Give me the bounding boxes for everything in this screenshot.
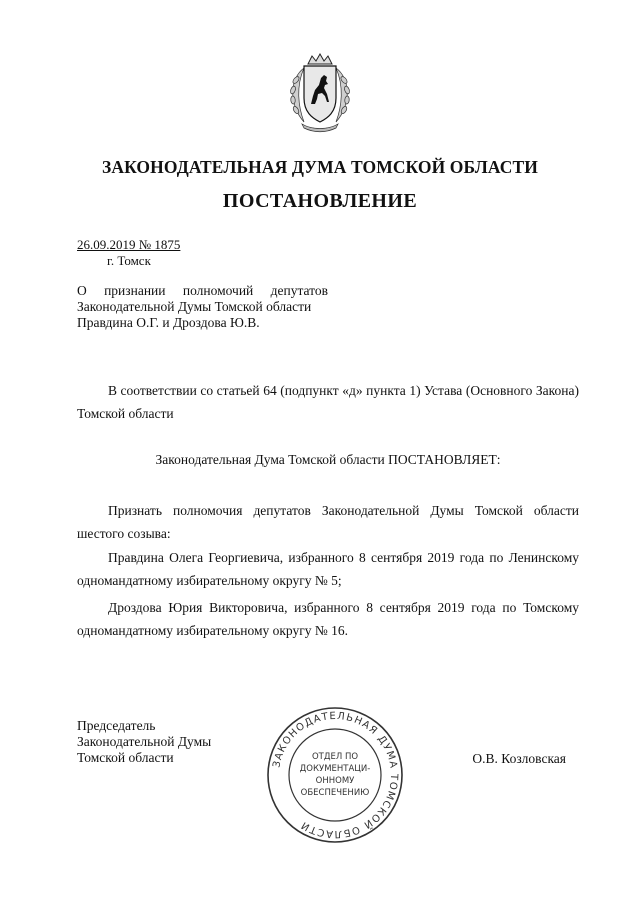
subject-line: О признании полномочий депутатов <box>77 283 328 298</box>
document-date-number: 26.09.2019 № 1875 <box>77 237 181 252</box>
signature-title-line: Председатель <box>77 718 156 733</box>
stamp-inner-line: ОТДЕЛ ПО <box>311 752 359 762</box>
deputy-paragraph-2: Дроздова Юрия Викторовича, избранного 8 сентября 2019 года по Томскому одномандатному избирательному округу № 16. <box>77 600 579 638</box>
resolution-paragraph: Признать полномочия депутатов Законодательной Думы Томской области шестого созыва: <box>77 503 579 541</box>
official-stamp <box>265 705 405 845</box>
signature-title <box>77 718 211 766</box>
coat-of-arms-emblem <box>284 52 356 134</box>
signature-title-line: Томской области <box>77 750 174 765</box>
signature-title-line: Законодательной Думы <box>77 734 212 749</box>
subject-line: Законодательной Думы Томской области <box>77 299 312 314</box>
document-city: г. Томск <box>107 253 151 268</box>
subject-line: Правдина О.Г. и Дроздова Ю.В. <box>77 315 260 330</box>
stamp-inner-line: ДОКУМЕНТАЦИ- <box>299 764 371 774</box>
deputy-paragraph-1: Правдина Олега Георгиевича, избранного 8 сентября 2019 года по Ленинскому одномандатному избирательному округу № 5; <box>77 550 579 588</box>
organization-title: ЗАКОНОДАТЕЛЬНАЯ ДУМА ТОМСКОЙ ОБЛАСТИ <box>102 157 538 177</box>
stamp-inner-line: ОННОМУ <box>315 776 355 786</box>
signer-name: О.В. Козловская <box>472 751 566 766</box>
document-subject <box>77 283 328 331</box>
stamp-outer-text: ЗАКОНОДАТЕЛЬНАЯ ДУМА ТОМСКОЙ ОБЛАСТИ <box>271 710 400 840</box>
stamp-inner-line: ОБЕСПЕЧЕНИЮ <box>300 788 370 798</box>
document-type-title: ПОСТАНОВЛЕНИЕ <box>222 190 418 212</box>
basis-paragraph: В соответствии со статьей 64 (подпункт «д» пункта 1) Устава (Основного Закона) Томской области <box>77 383 579 421</box>
decree-line: Законодательная Дума Томской области ПОСТАНОВЛЯЕТ: <box>155 452 501 467</box>
